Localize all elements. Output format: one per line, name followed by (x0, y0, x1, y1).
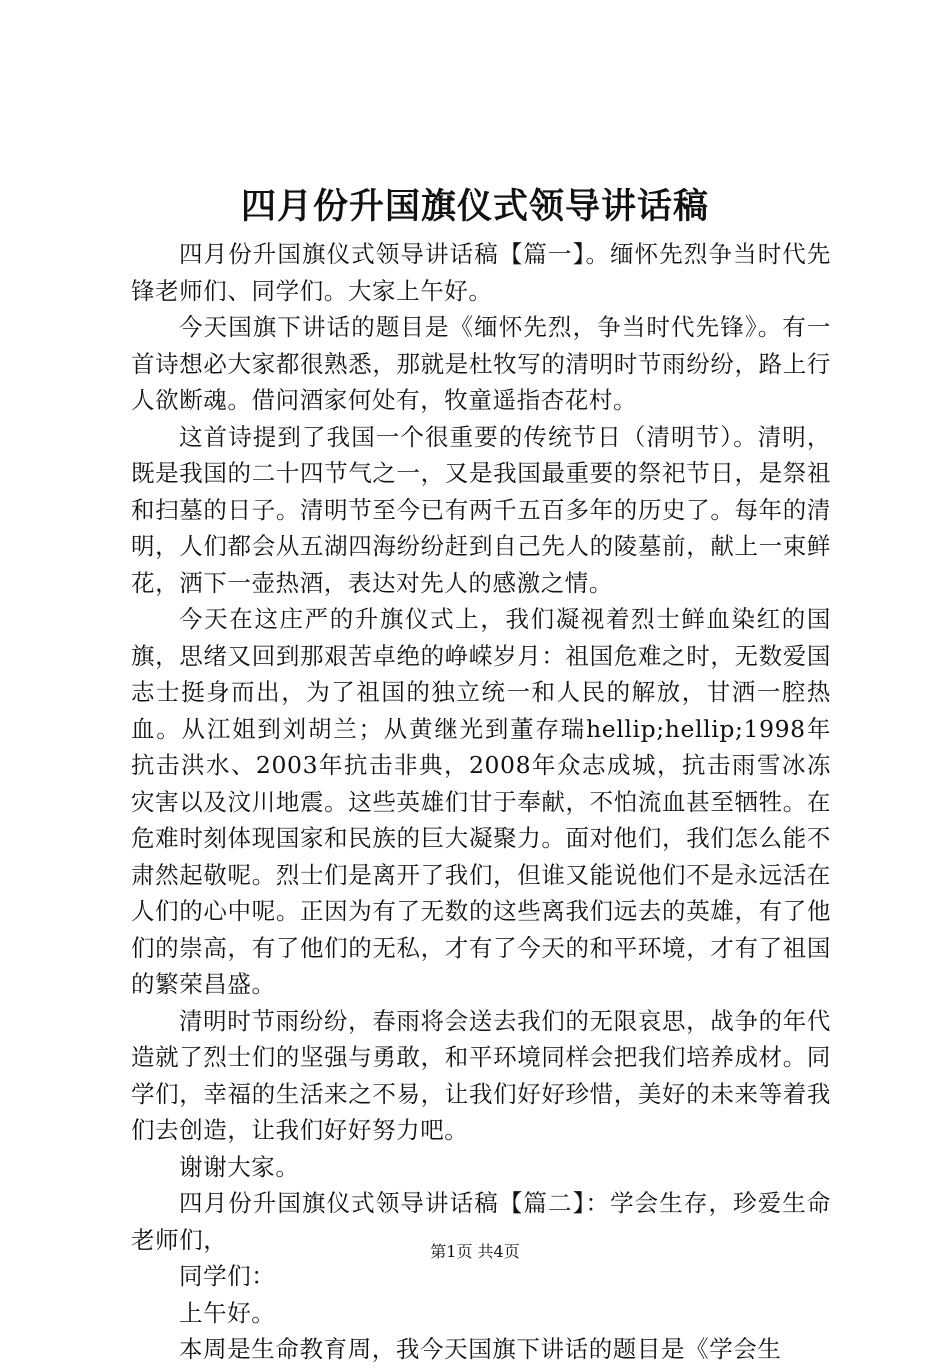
paragraph: 今天国旗下讲话的题目是《缅怀先烈，争当时代先锋》。有一首诗想必大家都很熟悉，那就是杜牧写的清明时节雨纷纷，路上行人欲断魂。借问酒家何处有，牧童遥指杏花村。 (131, 313, 831, 414)
document-body (131, 236, 831, 1368)
document-title: 四月份升国旗仪式领导讲话稿 (240, 186, 709, 227)
page-footer (0, 1240, 950, 1264)
paragraph: 同学们： (179, 1262, 276, 1290)
paragraph: 今天在这庄严的升旗仪式上，我们凝视着烈士鲜血染红的国旗，思绪又回到那艰苦卓绝的峥嵘岁月：祖国危难之时，无数爱国志士挺身而出，为了祖国的独立统一和人民的解放，甘洒一腔热血。从江姐到刘胡兰；从黄继光到董存瑞hellip;hellip;1998年抗击洪水、2003年抗击非典，2008年众志成城，抗击雨雪冰冻灾害以及汶川地震。这些英雄们甘于奉献，不怕流血甚至牺牲。在危难时刻体现国家和民族的巨大凝聚力。面对他们，我们怎么能不肃然起敬呢。烈士们是离开了我们，但谁又能说他们不是永远活在人们的心中呢。正因为有了无数的这些离我们远去的英雄，有了他们的崇高，有了他们的无私，才有了今天的和平环境，才有了祖国的繁荣昌盛。 (131, 605, 831, 998)
paragraph: 上午好。 (179, 1298, 276, 1327)
page-number: 第1页 共4页 (430, 1242, 520, 1261)
paragraph: 四月份升国旗仪式领导讲话稿【篇二】：学会生存，珍爱生命老师们， (131, 1189, 831, 1254)
paragraph: 谢谢大家。 (179, 1152, 300, 1181)
paragraph: 本周是生命教育周，我今天国旗下讲话的题目是《学会生 (179, 1335, 782, 1363)
paragraph: 四月份升国旗仪式领导讲话稿【篇一】。缅怀先烈争当时代先锋老师们、同学们。大家上午好。 (131, 240, 831, 305)
paragraph: 清明时节雨纷纷，春雨将会送去我们的无限哀思，战争的年代造就了烈士们的坚强与勇敢，和平环境同样会把我们培养成材。同学们，幸福的生活来之不易，让我们好好珍惜，美好的未来等着我们去创造，让我们好好努力吧。 (131, 1006, 831, 1144)
paragraph: 这首诗提到了我国一个很重要的传统节日（清明节）。清明，既是我国的二十四节气之一，又是我国最重要的祭祀节日，是祭祖和扫墓的日子。清明节至今已有两千五百多年的历史了。每年的清明，人们都会从五湖四海纷纷赶到自己先人的陵墓前，献上一束鲜花，洒下一壶热酒，表达对先人的感激之情。 (131, 422, 831, 597)
